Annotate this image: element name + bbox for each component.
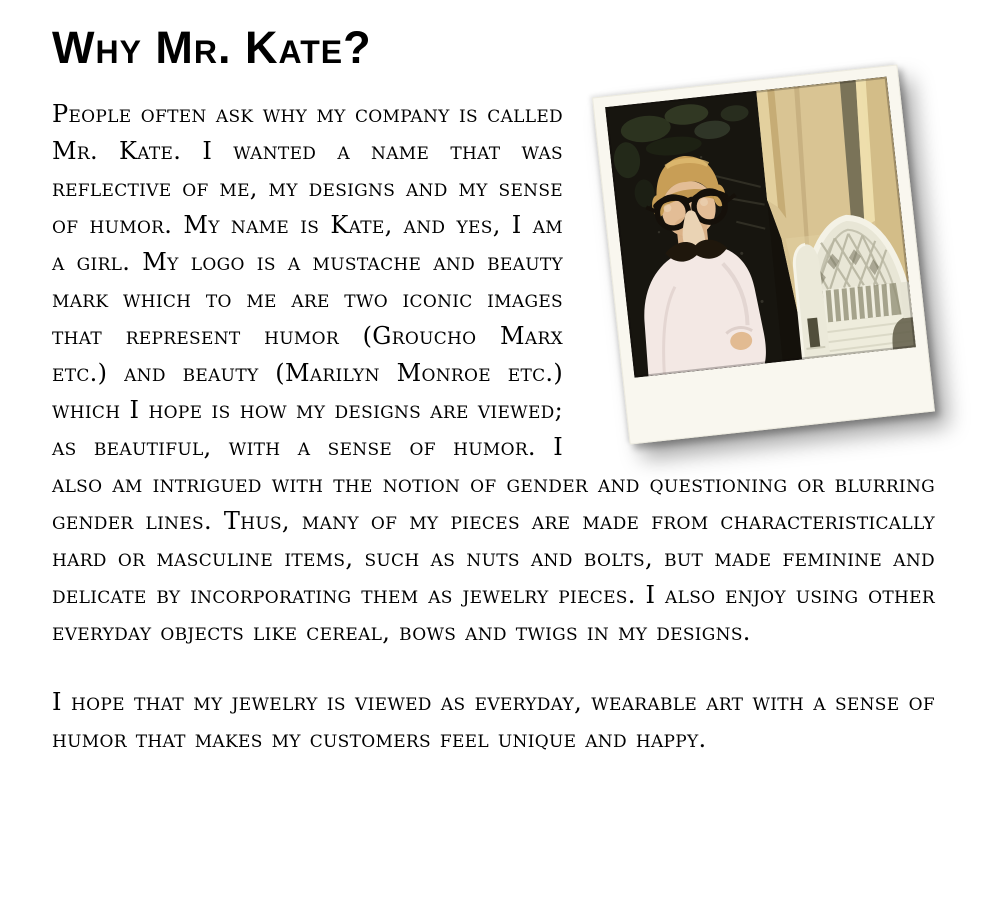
paragraph-2: I hope that my jewelry is viewed as everyday, wearable art with a sense of humor that makes my customers feel unique and happy.: [52, 688, 935, 753]
photo-image: [605, 77, 916, 378]
paragraph-1: People often ask why my company is called Mr. Kate. I wanted a name that was reflective of me, my designs and my sense of humor. My name is Kate, and yes, I am a girl. My logo is a mustache and beauty mark which to me are two iconic images that represent humor (Groucho Marx etc.) and beauty (Marilyn Monroe etc.) which I hope is how my designs are viewed; as beautiful, with a sense of humor. I also am intrigued with the notion of gender and questioning or blurring gender lines. Thus, many of my pieces are made from characteristically hard or masculine items, such as nuts and bolts, but made feminine and delicate by incorporating them as jewelry pieces. I also enjoy using other everyday objects like cereal, bows and twigs in my designs.: [52, 100, 935, 646]
photo-scene: [605, 77, 916, 378]
page-title: Why Mr. Kate?: [52, 22, 372, 73]
article-body: [52, 96, 935, 758]
polaroid-photo: [577, 65, 935, 441]
polaroid-frame: [592, 64, 935, 444]
